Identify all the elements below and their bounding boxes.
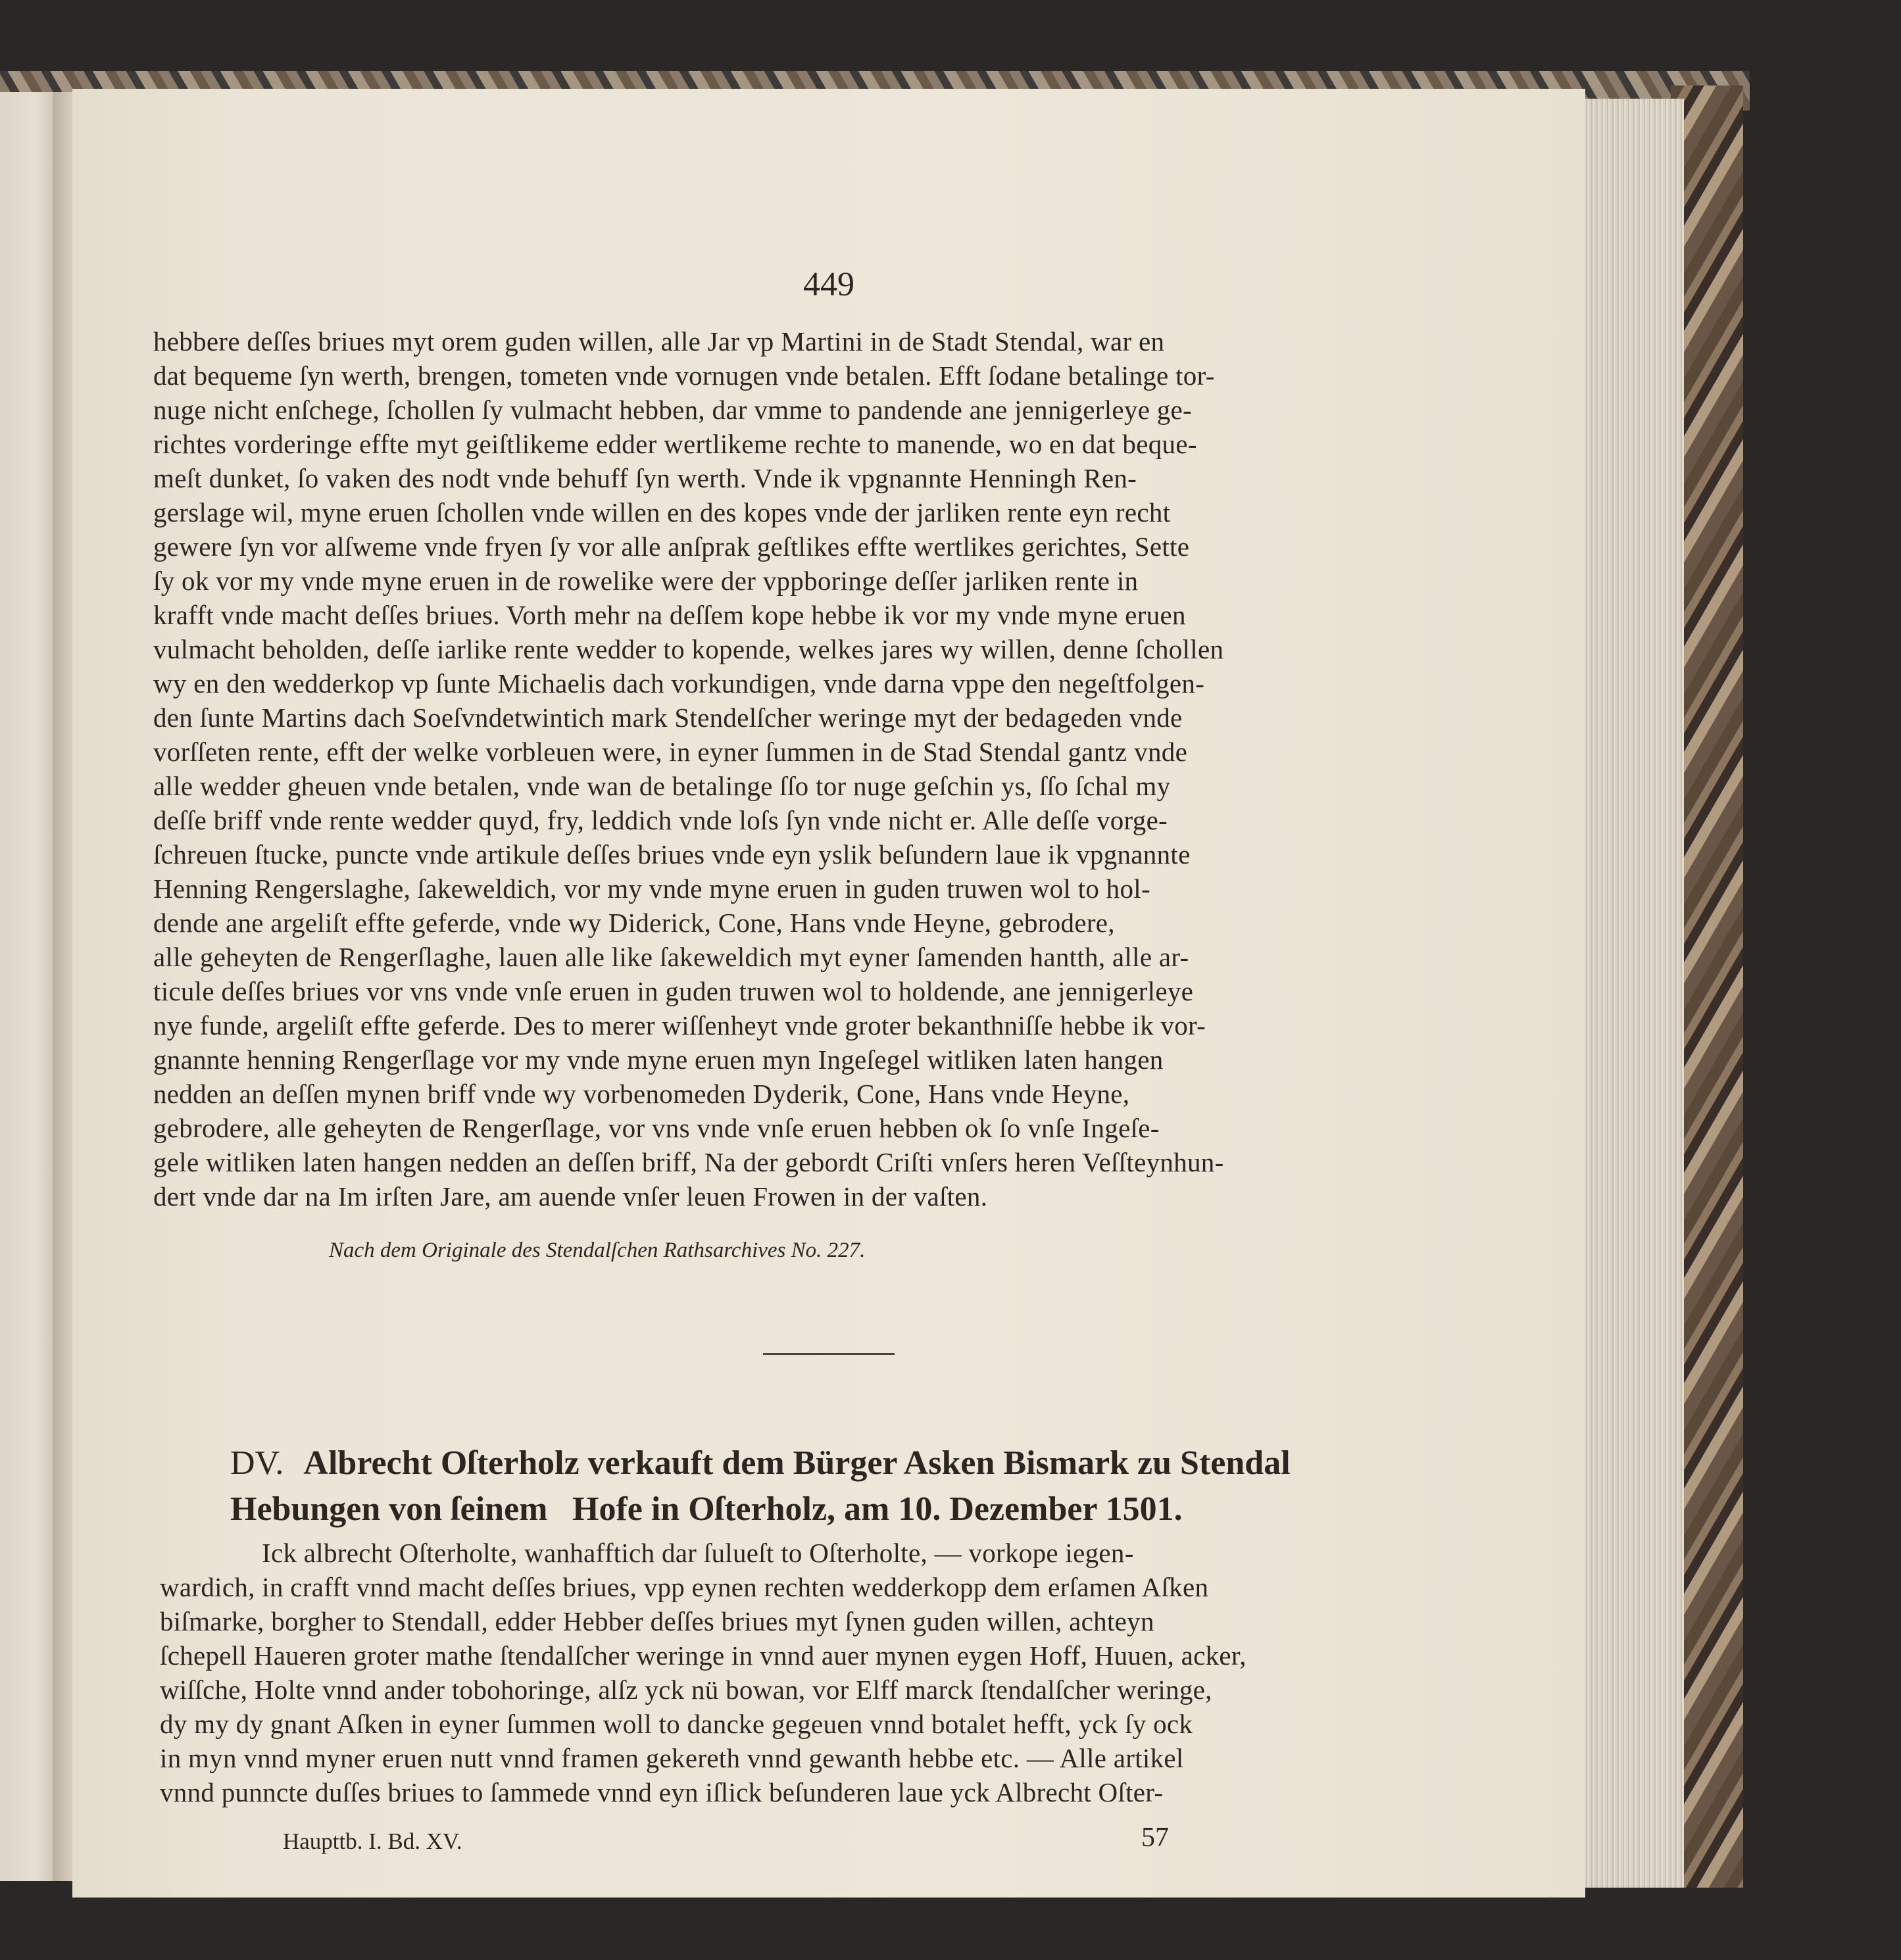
text-line: nuge nicht enſchege, ſchollen ſy vulmacht hebben, dar vmme to pandende ane jennigerleye ge- (153, 395, 1193, 425)
section-title-line1: Albrecht Oſterholz verkauft dem Bürger Asken Bismark zu Stendal Hebungen von ſeinem (230, 1444, 1291, 1528)
text-line: wardich, in crafft vnnd macht deſſes briues, vpp eynen rechten wedderkopp dem erſamen Aſken (160, 1572, 1209, 1602)
text-line: dy my dy gnant Aſken in eyner ſummen woll to dancke gegeuen vnnd botalet hefft, yck ſy ock (160, 1709, 1193, 1739)
text-line: alle wedder gheuen vnde betalen, vnde wan de betalinge ſſo tor nuge geſchin ys, ſſo ſchal my (153, 771, 1171, 801)
text-line: ſchepell Haueren groter mathe ſtendalſcher weringe in vnnd auer mynen eygen Hoff, Huuen, acker, (160, 1640, 1247, 1671)
text-line: nedden an deſſen mynen briff vnde wy vorbenomeden Dyderik, Cone, Hans vnde Heyne, (153, 1079, 1130, 1109)
text-line: hebbere deſſes briues myt orem guden willen, alle Jar vp Martini in de Stadt Stendal, war en (153, 326, 1165, 356)
section-heading (230, 1440, 1447, 1532)
text-line: gerslage wil, myne eruen ſchollen vnde willen en des kopes vnde der jarliken rente eyn recht (153, 497, 1171, 527)
text-line: meſt dunket, ſo vaken des nodt vnde behuff ſyn werth. Vnde ik vpgnannte Henningh Ren- (153, 463, 1137, 493)
text-line: den ſunte Martins dach Soeſvndetwintich mark Stendelſcher weringe myt der bedageden vnde (153, 702, 1183, 733)
text-line: vnnd punncte duſſes briues to ſammede vnnd eyn iſlick beſunderen laue yck Albrecht Oſter- (160, 1777, 1164, 1807)
page-number: 449 (803, 266, 854, 303)
text-line: nye funde, argeliſt effte geferde. Des to merer wiſſenheyt vnde groter bekanthniſſe hebbe ik vor- (153, 1010, 1206, 1041)
text-line: in myn vnnd myner eruen nutt vnnd framen gekereth vnnd gewanth hebbe etc. — Alle artikel (160, 1743, 1184, 1773)
page-block-edges (1579, 99, 1684, 1888)
text-line: biſmarke, borgher to Stendall, edder Hebber deſſes briues myt ſynen guden willen, achteyn (160, 1606, 1154, 1636)
section-divider (763, 1353, 895, 1355)
text-line: dat bequeme ſyn werth, brengen, tometen vnde vornugen vnde betalen. Efft ſodane betalinge tor- (153, 360, 1215, 391)
text-line: alle geheyten de Rengerſlaghe, lauen alle like ſakeweldich myt eyner ſamenden hantth, alle ar- (153, 942, 1189, 972)
section-number: DV. (230, 1444, 284, 1482)
top-paragraph (153, 324, 1436, 1213)
text-line: krafft vnde macht deſſes briues. Vorth mehr na deſſem kope hebbe ik vor my vnde myne eruen (153, 600, 1186, 630)
text-line: gnannte henning Rengerſlage vor my vnde myne eruen myn Ingeſegel witliken laten hangen (153, 1044, 1164, 1075)
signature-mark: Haupttb. I. Bd. XV. (283, 1828, 462, 1854)
text-line: richtes vorderinge effte myt geiſtlikeme edder wertlikeme rechte to manende, wo en dat beque- (153, 429, 1197, 459)
text-line: Ick albrecht Oſterholte, wanhafftich dar ſulueſt to Oſterholte, — vorkope iegen- (262, 1538, 1134, 1568)
text-line: gewere ſyn vor alſweme vnde fryen ſy vor alle anſprak geſtlikes effte wertlikes gerichtes, Sette (153, 531, 1190, 562)
text-line: ſy ok vor my vnde myne eruen in de rowelike were der vppboringe deſſer jarliken rente in (153, 566, 1139, 596)
text-line: dende ane argeliſt effte geferde, vnde wy Diderick, Cone, Hans vnde Heyne, gebrodere, (153, 908, 1115, 938)
text-line: wy en den wedderkop vp ſunte Michaelis dach vorkundigen, vnde darna vppe den negeſtfolgen- (153, 668, 1205, 698)
text-line: gele witliken laten hangen nedden an deſſen briff, Na der gebordt Criſti vnſers heren Veſſteynhun- (153, 1147, 1224, 1177)
text-line: vulmacht beholden, deſſe iarlike rente wedder to kopende, welkes jares wy willen, denne ſchollen (153, 634, 1224, 664)
text-line: wiſſche, Holte vnnd ander tobohoringe, alſz yck nü bowan, vor Elff marck ſtendalſcher weringe, (160, 1675, 1212, 1705)
bottom-paragraph (160, 1536, 1443, 1809)
text-line: ſchreuen ſtucke, puncte vnde artikule deſſes briues vnde eyn yslik beſundern laue ik vpgnannte (153, 839, 1191, 870)
left-page-edge (0, 92, 59, 1881)
source-note: Nach dem Originale des Stendalſchen Rathsarchives No. 227. (329, 1238, 866, 1262)
sheet-number: 57 (1141, 1823, 1169, 1853)
text-line: gebrodere, alle geheyten de Rengerſlage, vor vns vnde vnſe eruen hebben ok ſo vnſe Ingeſe- (153, 1113, 1160, 1143)
book-page (72, 89, 1585, 1898)
section-title-line2: Hofe in Oſterholz, am 10. Dezember 1501. (572, 1490, 1183, 1528)
text-line: ticule deſſes briues vor vns vnde vnſe eruen in guden truwen wol to holdende, ane jennigerleye (153, 976, 1194, 1006)
text-line: vorſſeten rente, efft der welke vorbleuen were, in eyner ſummen in de Stad Stendal gantz vnde (153, 737, 1188, 767)
text-line: dert vnde dar na Im irſten Jare, am auende vnſer leuen Frowen in der vaſten. (153, 1181, 988, 1212)
text-line: deſſe briff vnde rente wedder quyd, fry, leddich vnde loſs ſyn vnde nicht er. Alle deſſe vorge- (153, 805, 1168, 835)
text-line: Henning Rengerslaghe, ſakeweldich, vor my vnde myne eruen in guden truwen wol to hol- (153, 873, 1150, 904)
